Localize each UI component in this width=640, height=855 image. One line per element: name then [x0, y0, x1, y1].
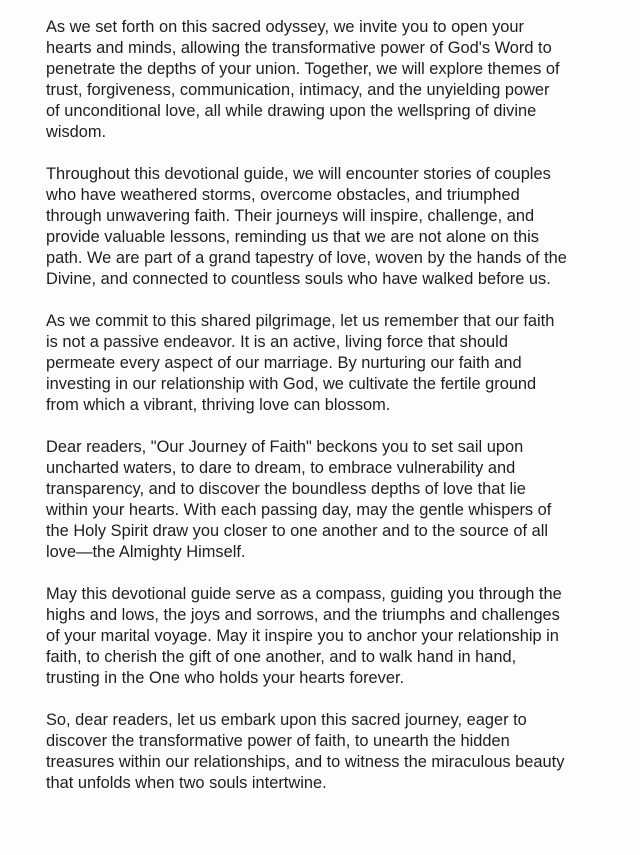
text-line: of your marital voyage. May it inspire you to anchor your relationship in: [46, 627, 559, 645]
paragraph: [46, 311, 606, 416]
text-line: May this devotional guide serve as a compass, guiding you through the: [46, 585, 562, 603]
text-line: provide valuable lessons, reminding us that we are not alone on this: [46, 228, 539, 246]
paragraph: [46, 437, 606, 563]
text-line: is not a passive endeavor. It is an active, living force that should: [46, 333, 508, 351]
text-line: As we commit to this shared pilgrimage, let us remember that our faith: [46, 312, 555, 330]
text-line: permeate every aspect of our marriage. By nurturing our faith and: [46, 354, 522, 372]
text-line: love—the Almighty Himself.: [46, 543, 246, 561]
text-line: uncharted waters, to dare to dream, to embrace vulnerability and: [46, 459, 516, 477]
text-line: the Holy Spirit draw you closer to one another and to the source of all: [46, 522, 549, 540]
text-line: Dear readers, "Our Journey of Faith" beckons you to set sail upon: [46, 438, 524, 456]
text-line: through unwavering faith. Their journeys will inspire, challenge, and: [46, 207, 535, 225]
text-line: faith, to cherish the gift of one another, and to walk hand in hand,: [46, 648, 517, 666]
paragraph: [46, 164, 606, 290]
text-line: investing in our relationship with God, we cultivate the fertile ground: [46, 375, 537, 393]
text-line: Throughout this devotional guide, we will encounter stories of couples: [46, 165, 551, 183]
text-line: transparency, and to discover the boundless depths of love that lie: [46, 480, 526, 498]
text-line: So, dear readers, let us embark upon this sacred journey, eager to: [46, 711, 527, 729]
text-line: highs and lows, the joys and sorrows, and the triumphs and challenges: [46, 606, 560, 624]
text-line: path. We are part of a grand tapestry of love, woven by the hands of the: [46, 249, 567, 267]
text-line: within your hearts. With each passing day, may the gentle whispers of: [46, 501, 552, 519]
text-line: who have weathered storms, overcome obstacles, and triumphed: [46, 186, 520, 204]
text-line: of unconditional love, all while drawing upon the wellspring of divine: [46, 102, 537, 120]
paragraph: [46, 584, 606, 689]
text-line: hearts and minds, allowing the transformative power of God's Word to: [46, 39, 552, 57]
text-line: from which a vibrant, thriving love can blossom.: [46, 396, 391, 414]
document-body: [46, 17, 606, 815]
paragraph: [46, 17, 606, 143]
text-line: discover the transformative power of faith, to unearth the hidden: [46, 732, 510, 750]
text-line: trusting in the One who holds your hearts forever.: [46, 669, 405, 687]
text-line: As we set forth on this sacred odyssey, we invite you to open your: [46, 18, 525, 36]
text-line: wisdom.: [46, 123, 107, 141]
text-line: trust, forgiveness, communication, intimacy, and the unyielding power: [46, 81, 550, 99]
text-line: Divine, and connected to countless souls who have walked before us.: [46, 270, 551, 288]
paragraph: [46, 710, 606, 794]
text-line: treasures within our relationships, and to witness the miraculous beauty: [46, 753, 565, 771]
text-line: penetrate the depths of your union. Together, we will explore themes of: [46, 60, 560, 78]
text-line: that unfolds when two souls intertwine.: [46, 774, 327, 792]
